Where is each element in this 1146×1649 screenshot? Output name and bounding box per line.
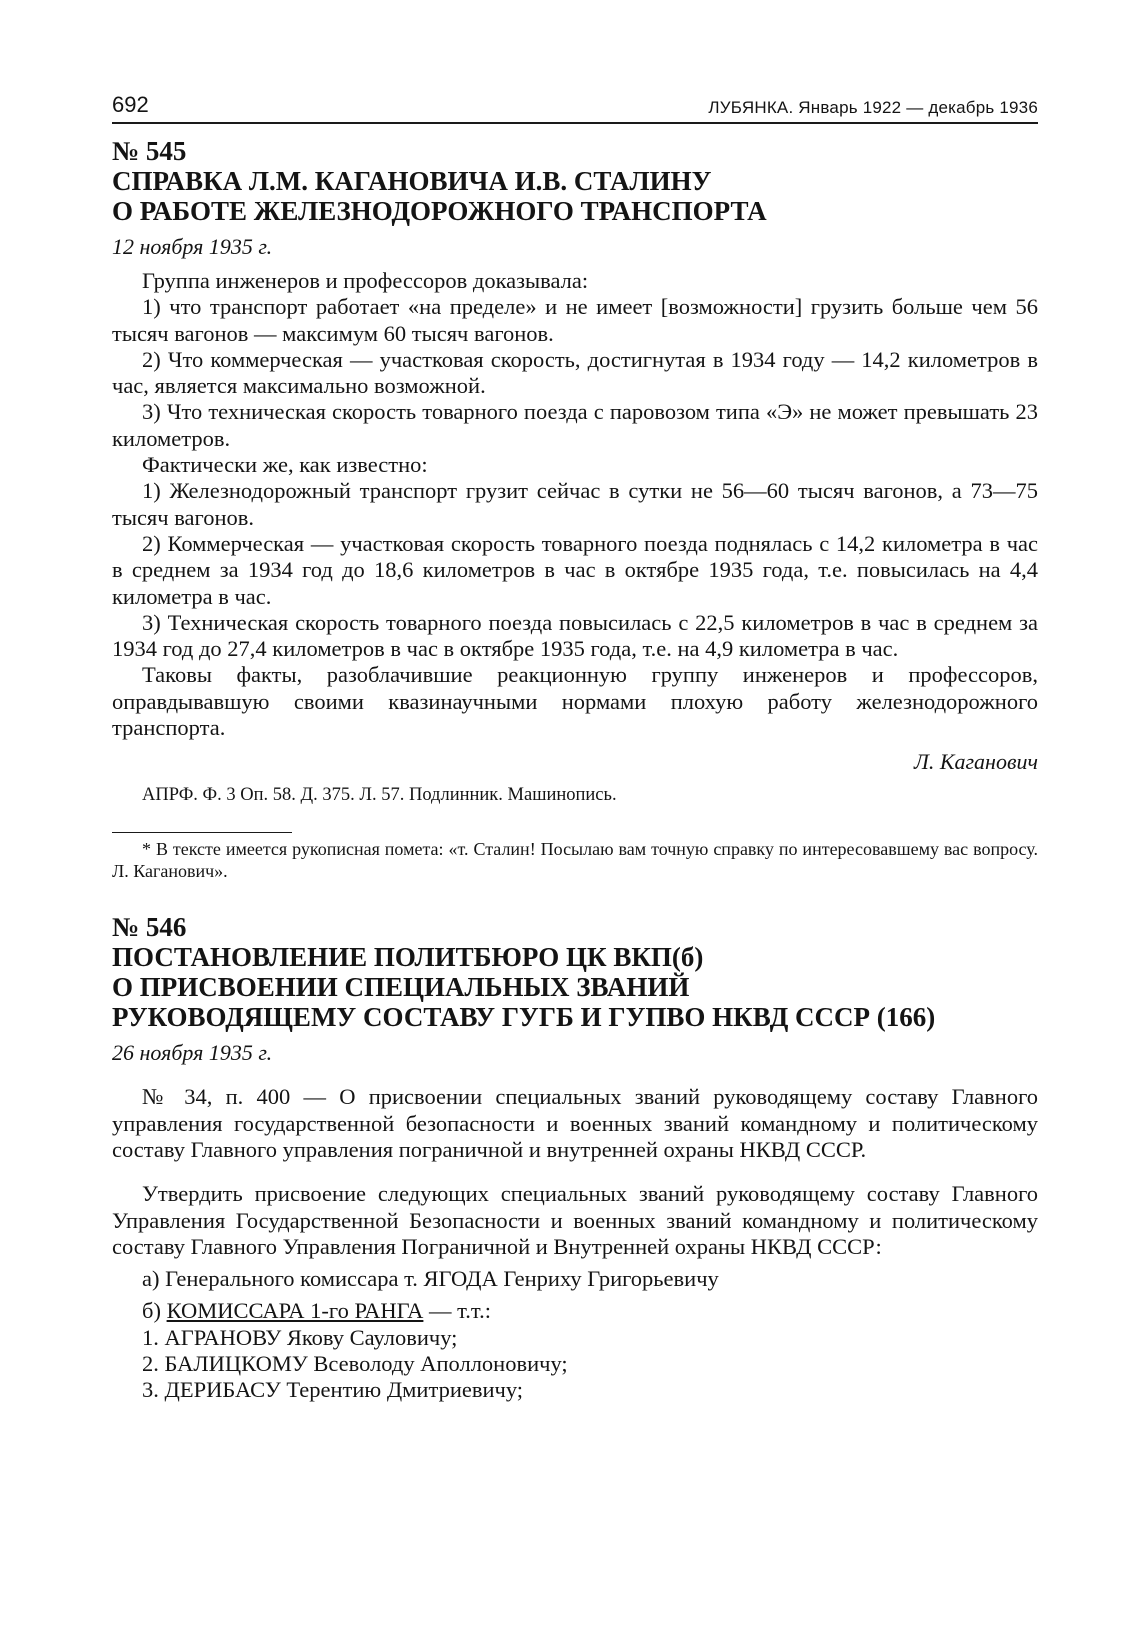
archive-reference: АПРФ. Ф. 3 Оп. 58. Д. 375. Л. 57. Подлинник. Машинопись. (142, 785, 617, 806)
paragraph: 1) что транспорт работает «на пределе» и не имеет [возможности] грузить больше чем 56 тысяч вагонов — максимум 60 тысяч вагонов. (112, 294, 1038, 346)
list-item: 2. БАЛИЦКОМУ Всеволоду Аполлоновичу; (142, 1351, 568, 1377)
footnote: * В тексте имеется рукописная помета: «т. Сталин! Посылаю вам точную справку по интересовавшему вас вопросу. Л. Каганович». (112, 839, 1038, 882)
item-b-suffix: — т.т.: (423, 1298, 491, 1324)
list-item: 1. АГРАНОВУ Якову Сауловичу; (142, 1324, 458, 1350)
doc-546-title-line-3: РУКОВОДЯЩЕМУ СОСТАВУ ГУГБ И ГУПВО НКВД СССР (166) (112, 1002, 936, 1033)
paragraph: 3) Что техническая скорость товарного поезда с паровозом типа «Э» не может превышать 23 километров. (112, 399, 1038, 451)
resolution-text (112, 1084, 1038, 1163)
document-546 (112, 912, 1038, 1403)
document-page (112, 92, 1038, 1404)
list-item: а) Генерального комиссара т. ЯГОДА Генриху Григорьевичу (142, 1266, 719, 1292)
running-title: ЛУБЯНКА. Январь 1922 — декабрь 1936 (708, 98, 1038, 117)
doc-545-number: № 545 (112, 136, 187, 166)
signature: Л. Каганович (913, 749, 1038, 775)
paragraph: № 34, п. 400 — О присвоении специальных званий руководящему составу Главного управления государственной безопасности и военных званий командному и политическому составу Главного управления пограничной и внутренней охраны НКВД СССР. (112, 1084, 1038, 1162)
doc-545-date: 12 ноября 1935 г. (112, 234, 273, 259)
paragraph: 3) Техническая скорость товарного поезда повысилась с 22,5 километров в час в среднем за 1934 год до 27,4 километров в час в октябре 1935 года, т.е. на 4,9 километра в час. (112, 609, 1038, 662)
doc-546-title-line-2: О ПРИСВОЕНИИ СПЕЦИАЛЬНЫХ ЗВАНИЙ (112, 972, 690, 1003)
footnote-divider (112, 832, 292, 833)
item-b-prefix: б) (142, 1298, 167, 1324)
doc-546-number: № 546 (112, 912, 187, 943)
paragraph: Фактически же, как известно: (142, 452, 428, 478)
page-header (112, 92, 1038, 124)
list-item: 3. ДЕРИБАСУ Терентию Дмитриевичу; (142, 1377, 524, 1403)
doc-545-body (112, 268, 1038, 741)
paragraph: 2) Что коммерческая — участковая скорость, достигнутая в 1934 году — 14,2 километров в час, является максимально возможной. (112, 346, 1038, 399)
paragraph: Группа инженеров и профессоров доказывала: (142, 268, 589, 293)
doc-545-title-line-1: СПРАВКА Л.М. КАГАНОВИЧА И.В. СТАЛИНУ (112, 166, 712, 196)
paragraph: Таковы факты, разоблачившие реакционную группу инженеров и профессоров, оправдывавшую своими квазинаучными нормами плохую работу железнодорожного транспорта. (112, 662, 1038, 741)
paragraph: 2) Коммерческая — участковая скорость товарного поезда поднялась с 14,2 километра в час в среднем за 1934 год до 18,6 километров в час в октябре 1935 года, т.е. повысилась на 4,4 километра в час. (112, 530, 1038, 609)
paragraph: 1) Железнодорожный транспорт грузит сейчас в сутки не 56—60 тысяч вагонов, а 73—75 тысяч вагонов. (112, 478, 1038, 530)
paragraph: Утвердить присвоение следующих специальных званий руководящему составу Главного Управления Государственной Безопасности и военных званий командному и политическому составу Главного Управления Пограничной и Внутренней охраны НКВД СССР: (112, 1181, 1038, 1259)
rank-commissar-1: КОМИССАРА 1-го РАНГА (166, 1298, 424, 1324)
doc-546-date: 26 ноября 1935 г. (112, 1040, 273, 1066)
doc-546-title-line-1: ПОСТАНОВЛЕНИЕ ПОЛИТБЮРО ЦК ВКП(б) (112, 942, 704, 973)
doc-545-title-line-2: О РАБОТЕ ЖЕЛЕЗНОДОРОЖНОГО ТРАНСПОРТА (112, 196, 767, 226)
document-545 (112, 136, 1038, 882)
page-number: 692 (112, 92, 149, 117)
approval-section (112, 1181, 1038, 1403)
list-item (112, 1298, 1038, 1324)
